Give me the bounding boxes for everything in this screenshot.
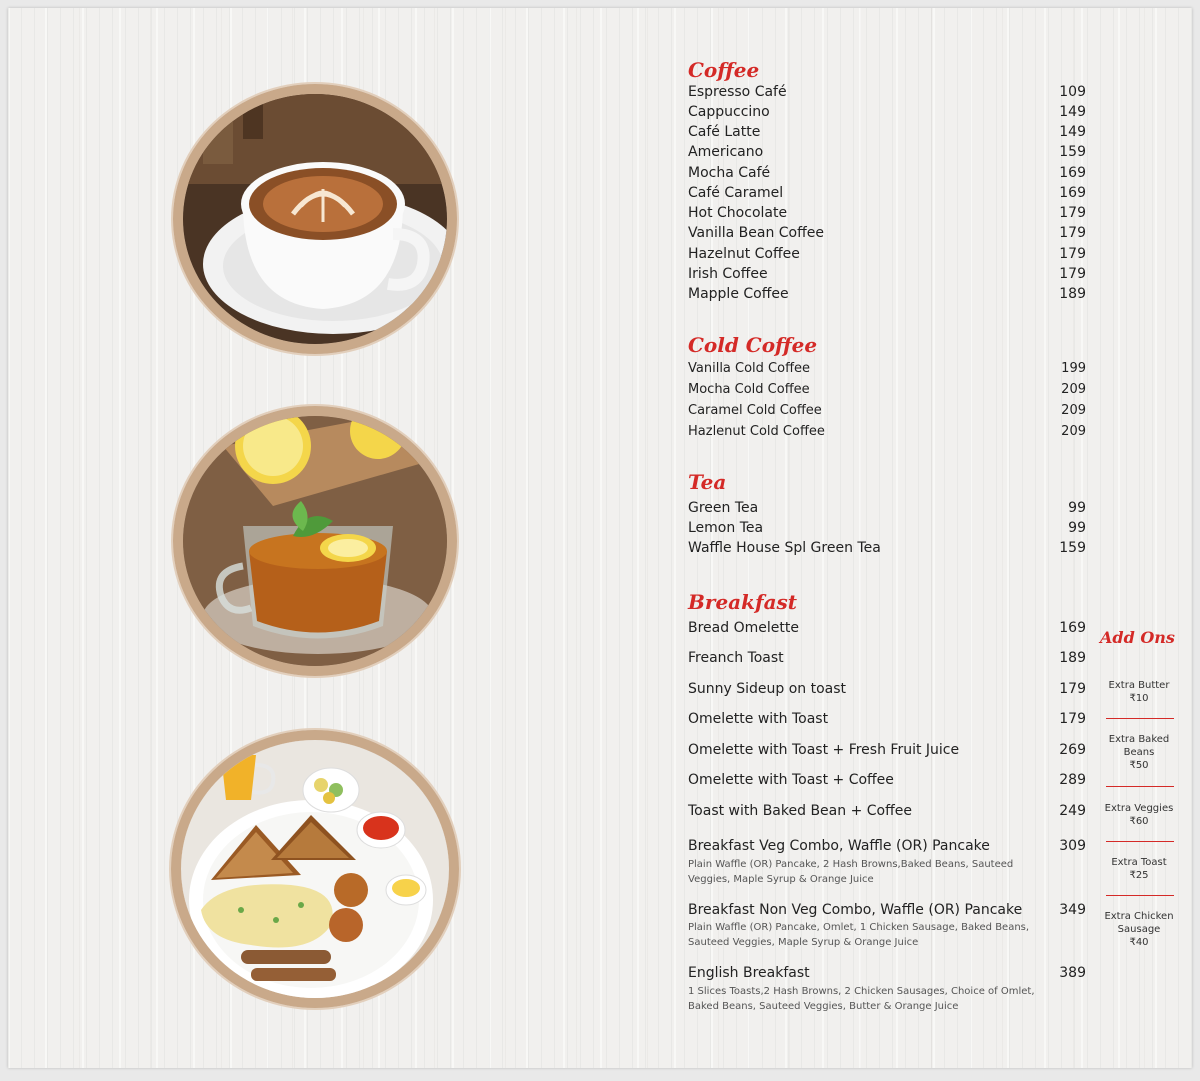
- item-price: 389: [1059, 965, 1086, 981]
- coffee-photo: [173, 84, 457, 354]
- item-name: Hot Chocolate: [688, 205, 788, 221]
- item-price: 309: [1059, 838, 1086, 854]
- menu-item: [688, 619, 1086, 637]
- breakfast-photo: [171, 730, 459, 1008]
- item-price: 159: [1059, 144, 1086, 160]
- breakfast-plate-icon: [181, 740, 449, 998]
- item-name: English Breakfast: [688, 965, 810, 981]
- item-name: Hazelnut Coffee: [688, 246, 800, 262]
- item-name: Caramel Cold Coffee: [688, 403, 822, 418]
- item-name: Breakfast Non Veg Combo, Waffle (OR) Pancake: [688, 902, 1023, 918]
- menu-item: [688, 123, 1086, 141]
- item-price: 169: [1059, 165, 1086, 181]
- item-price: 209: [1061, 382, 1086, 397]
- menu-item: [688, 204, 1086, 222]
- menu-item: [688, 245, 1086, 263]
- item-name: Mocha Cold Coffee: [688, 382, 810, 397]
- addons-title: Add Ons: [1100, 628, 1175, 647]
- addon-price: ₹60: [1129, 816, 1149, 827]
- item-name: Irish Coffee: [688, 266, 768, 282]
- item-name: Mocha Café: [688, 165, 771, 181]
- menu-item: [688, 83, 1086, 101]
- cold-coffee-section-title: Cold Coffee: [688, 333, 818, 357]
- item-price: 149: [1059, 124, 1086, 140]
- tea-section-title: Tea: [688, 470, 727, 494]
- addon-divider: [1106, 786, 1174, 787]
- menu-item: [688, 423, 1086, 441]
- menu-item: [688, 285, 1086, 303]
- menu-item: [688, 360, 1086, 378]
- item-price: 349: [1059, 902, 1086, 918]
- item-name: Sunny Sideup on toast: [688, 681, 847, 697]
- item-name: Omelette with Toast + Coffee: [688, 772, 894, 788]
- addon-name: Extra Chicken Sausage: [1104, 911, 1174, 935]
- menu-item: [688, 224, 1086, 242]
- addon-price: ₹50: [1129, 760, 1149, 771]
- item-name: Waffle House Spl Green Tea: [688, 540, 881, 556]
- item-price: 159: [1059, 540, 1086, 556]
- addon-divider: [1106, 718, 1174, 719]
- menu-item: [688, 519, 1086, 537]
- item-name: Americano: [688, 144, 764, 160]
- addon-name: Extra Veggies: [1104, 803, 1174, 814]
- item-price: 109: [1059, 84, 1086, 100]
- item-price: 189: [1059, 286, 1086, 302]
- tea-cup-icon: [183, 416, 447, 666]
- menu-item: [688, 964, 1086, 982]
- menu-item: [688, 680, 1086, 698]
- item-name: Bread Omelette: [688, 620, 799, 636]
- menu-item: [688, 265, 1086, 283]
- item-description: Plain Waffle (OR) Pancake, Omlet, 1 Chicken Sausage, Baked Beans, Sauteed Veggies, Maple Syrup & Orange Juice: [688, 922, 1030, 948]
- item-name: Omelette with Toast: [688, 711, 829, 727]
- item-name: Cappuccino: [688, 104, 770, 120]
- menu-item: [688, 710, 1086, 728]
- item-price: 179: [1059, 681, 1086, 697]
- item-price: 179: [1059, 711, 1086, 727]
- item-name: Hazlenut Cold Coffee: [688, 424, 825, 439]
- addon-divider: [1106, 841, 1174, 842]
- menu-item: [688, 184, 1086, 202]
- menu-item: [688, 741, 1086, 759]
- menu-item: [688, 381, 1086, 399]
- item-name: Freanch Toast: [688, 650, 784, 666]
- item-name: Espresso Café: [688, 84, 787, 100]
- item-price: 179: [1059, 205, 1086, 221]
- menu-item: [688, 837, 1086, 855]
- item-price: 169: [1059, 620, 1086, 636]
- item-price: 289: [1059, 772, 1086, 788]
- addon-item: [1104, 910, 1174, 949]
- menu-item: [688, 402, 1086, 420]
- menu-item: [688, 802, 1086, 820]
- item-price: 169: [1059, 185, 1086, 201]
- menu-item: [688, 901, 1086, 919]
- menu-item: [688, 649, 1086, 667]
- item-price: 179: [1059, 266, 1086, 282]
- menu-item: [688, 143, 1086, 161]
- menu-item: [688, 771, 1086, 789]
- item-name: Lemon Tea: [688, 520, 764, 536]
- item-name: Breakfast Veg Combo, Waffle (OR) Pancake: [688, 838, 990, 854]
- tea-photo: [173, 406, 457, 676]
- addon-price: ₹10: [1129, 693, 1149, 704]
- menu-item: [688, 499, 1086, 517]
- item-name: Mapple Coffee: [688, 286, 789, 302]
- item-price: 209: [1061, 424, 1086, 439]
- addon-price: ₹40: [1129, 937, 1149, 948]
- coffee-section-title: Coffee: [688, 58, 760, 82]
- item-price: 269: [1059, 742, 1086, 758]
- item-name: Vanilla Cold Coffee: [688, 361, 811, 376]
- item-price: 189: [1059, 650, 1086, 666]
- item-price: 179: [1059, 225, 1086, 241]
- item-price: 99: [1068, 500, 1086, 516]
- addon-item: [1104, 679, 1174, 705]
- item-price: 209: [1061, 403, 1086, 418]
- addon-price: ₹25: [1129, 870, 1149, 881]
- addon-name: Extra Butter: [1108, 680, 1170, 691]
- menu-item: [688, 164, 1086, 182]
- addon-name: Extra Toast: [1111, 857, 1167, 868]
- menu-item: [688, 103, 1086, 121]
- item-price: 99: [1068, 520, 1086, 536]
- menu-page: [8, 8, 1192, 1068]
- addon-item: [1104, 856, 1174, 882]
- addon-item: [1104, 802, 1174, 828]
- item-description: Plain Waffle (OR) Pancake, 2 Hash Browns,Baked Beans, Sauteed Veggies, Maple Syrup & Orange Juice: [688, 859, 1014, 885]
- item-name: Vanilla Bean Coffee: [688, 225, 824, 241]
- addon-name: Extra Baked Beans: [1108, 734, 1170, 758]
- item-name: Green Tea: [688, 500, 759, 516]
- menu-item: [688, 539, 1086, 557]
- addon-item: [1104, 733, 1174, 772]
- item-name: Toast with Baked Bean + Coffee: [688, 803, 912, 819]
- item-price: 249: [1059, 803, 1086, 819]
- item-description: 1 Slices Toasts,2 Hash Browns, 2 Chicken Sausages, Choice of Omlet, Baked Beans, Sauteed Veggies, Butter & Orange Juice: [688, 986, 1035, 1012]
- addon-divider: [1106, 895, 1174, 896]
- coffee-cup-icon: [183, 94, 447, 344]
- item-name: Omelette with Toast + Fresh Fruit Juice: [688, 742, 960, 758]
- item-name: Café Latte: [688, 124, 761, 140]
- item-price: 199: [1061, 361, 1086, 376]
- item-price: 179: [1059, 246, 1086, 262]
- item-price: 149: [1059, 104, 1086, 120]
- item-name: Café Caramel: [688, 185, 784, 201]
- breakfast-section-title: Breakfast: [688, 590, 798, 614]
